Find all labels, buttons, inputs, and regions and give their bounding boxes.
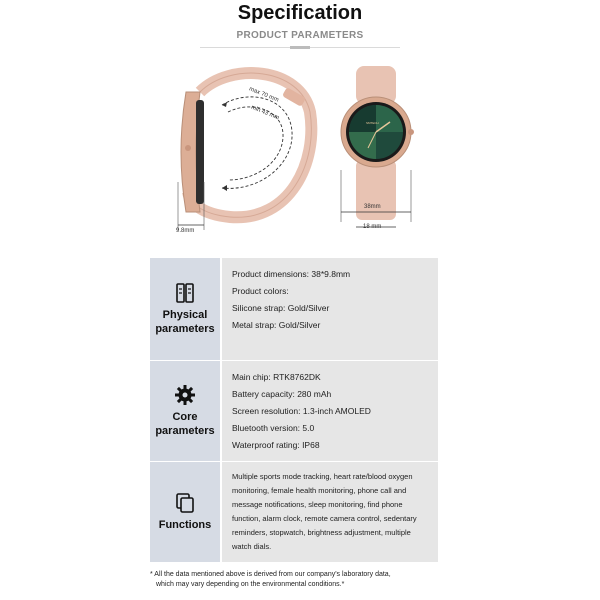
spec-line: Bluetooth version: 5.0 xyxy=(232,423,315,433)
functions-details xyxy=(222,462,438,562)
page-subtitle: PRODUCT PARAMETERS xyxy=(236,30,364,41)
product-illustration xyxy=(0,52,600,242)
spec-line: Product dimensions: 38*9.8mm xyxy=(232,269,351,279)
strap-width-label: 18 mm xyxy=(363,224,382,230)
physical-section xyxy=(150,258,438,360)
spec-line: Screen resolution: 1.3-inch AMOLED xyxy=(232,406,371,416)
title-divider xyxy=(200,47,400,48)
core-section xyxy=(150,361,438,461)
spec-line: Silicone strap: Gold/Silver xyxy=(232,303,330,313)
watch-drawing xyxy=(0,52,600,242)
spec-line: Waterproof rating: IP68 xyxy=(232,440,320,450)
page-title: Specification xyxy=(237,2,363,24)
max-label: max 70 mm xyxy=(248,86,280,104)
physical-details xyxy=(222,258,438,360)
front-crown xyxy=(408,129,414,135)
copy-icon xyxy=(174,492,196,514)
functions-text: Multiple sports mode tracking, heart rate/blood oxygen monitoring, female health monitoring, phone call and message notifications, sleep monitoring, find phone function, alarm clock, remote camera control, sedentary reminders, stopwatch, brightness adjustment, multiple watch dials. xyxy=(232,472,417,551)
footnote-line-1: * All the data mentioned above is derived from our company's laboratory data, xyxy=(150,571,391,578)
arc-arrow-bottom xyxy=(222,185,227,191)
functions-label: Functions xyxy=(158,519,212,531)
thickness-label: 9.8mm xyxy=(176,228,195,234)
footnote-line-2: which may vary depending on the environmental conditions.* xyxy=(156,581,345,588)
gear-icon xyxy=(174,384,196,406)
functions-header xyxy=(150,462,220,562)
spec-line: Product colors: xyxy=(232,286,289,296)
footnote xyxy=(150,570,450,590)
front-strap-bottom xyxy=(356,160,396,220)
strap-icon xyxy=(174,282,196,304)
spec-line: Metal strap: Gold/Silver xyxy=(232,320,321,330)
physical-label: Physical parameters xyxy=(155,309,215,335)
side-sensor xyxy=(196,100,204,204)
functions-section xyxy=(150,462,438,562)
side-crown xyxy=(185,145,191,151)
core-header xyxy=(150,361,220,461)
core-details xyxy=(222,361,438,461)
spec-line: Battery capacity: 280 mAh xyxy=(232,389,332,399)
case-size-label: 38mm xyxy=(364,204,381,210)
brand-label: SMTECH xyxy=(366,121,379,125)
spec-line: Main chip: RTK8762DK xyxy=(232,372,321,382)
core-label: Core parameters xyxy=(155,411,215,437)
min-label: min 43 mm xyxy=(249,104,280,122)
physical-header xyxy=(150,258,220,360)
